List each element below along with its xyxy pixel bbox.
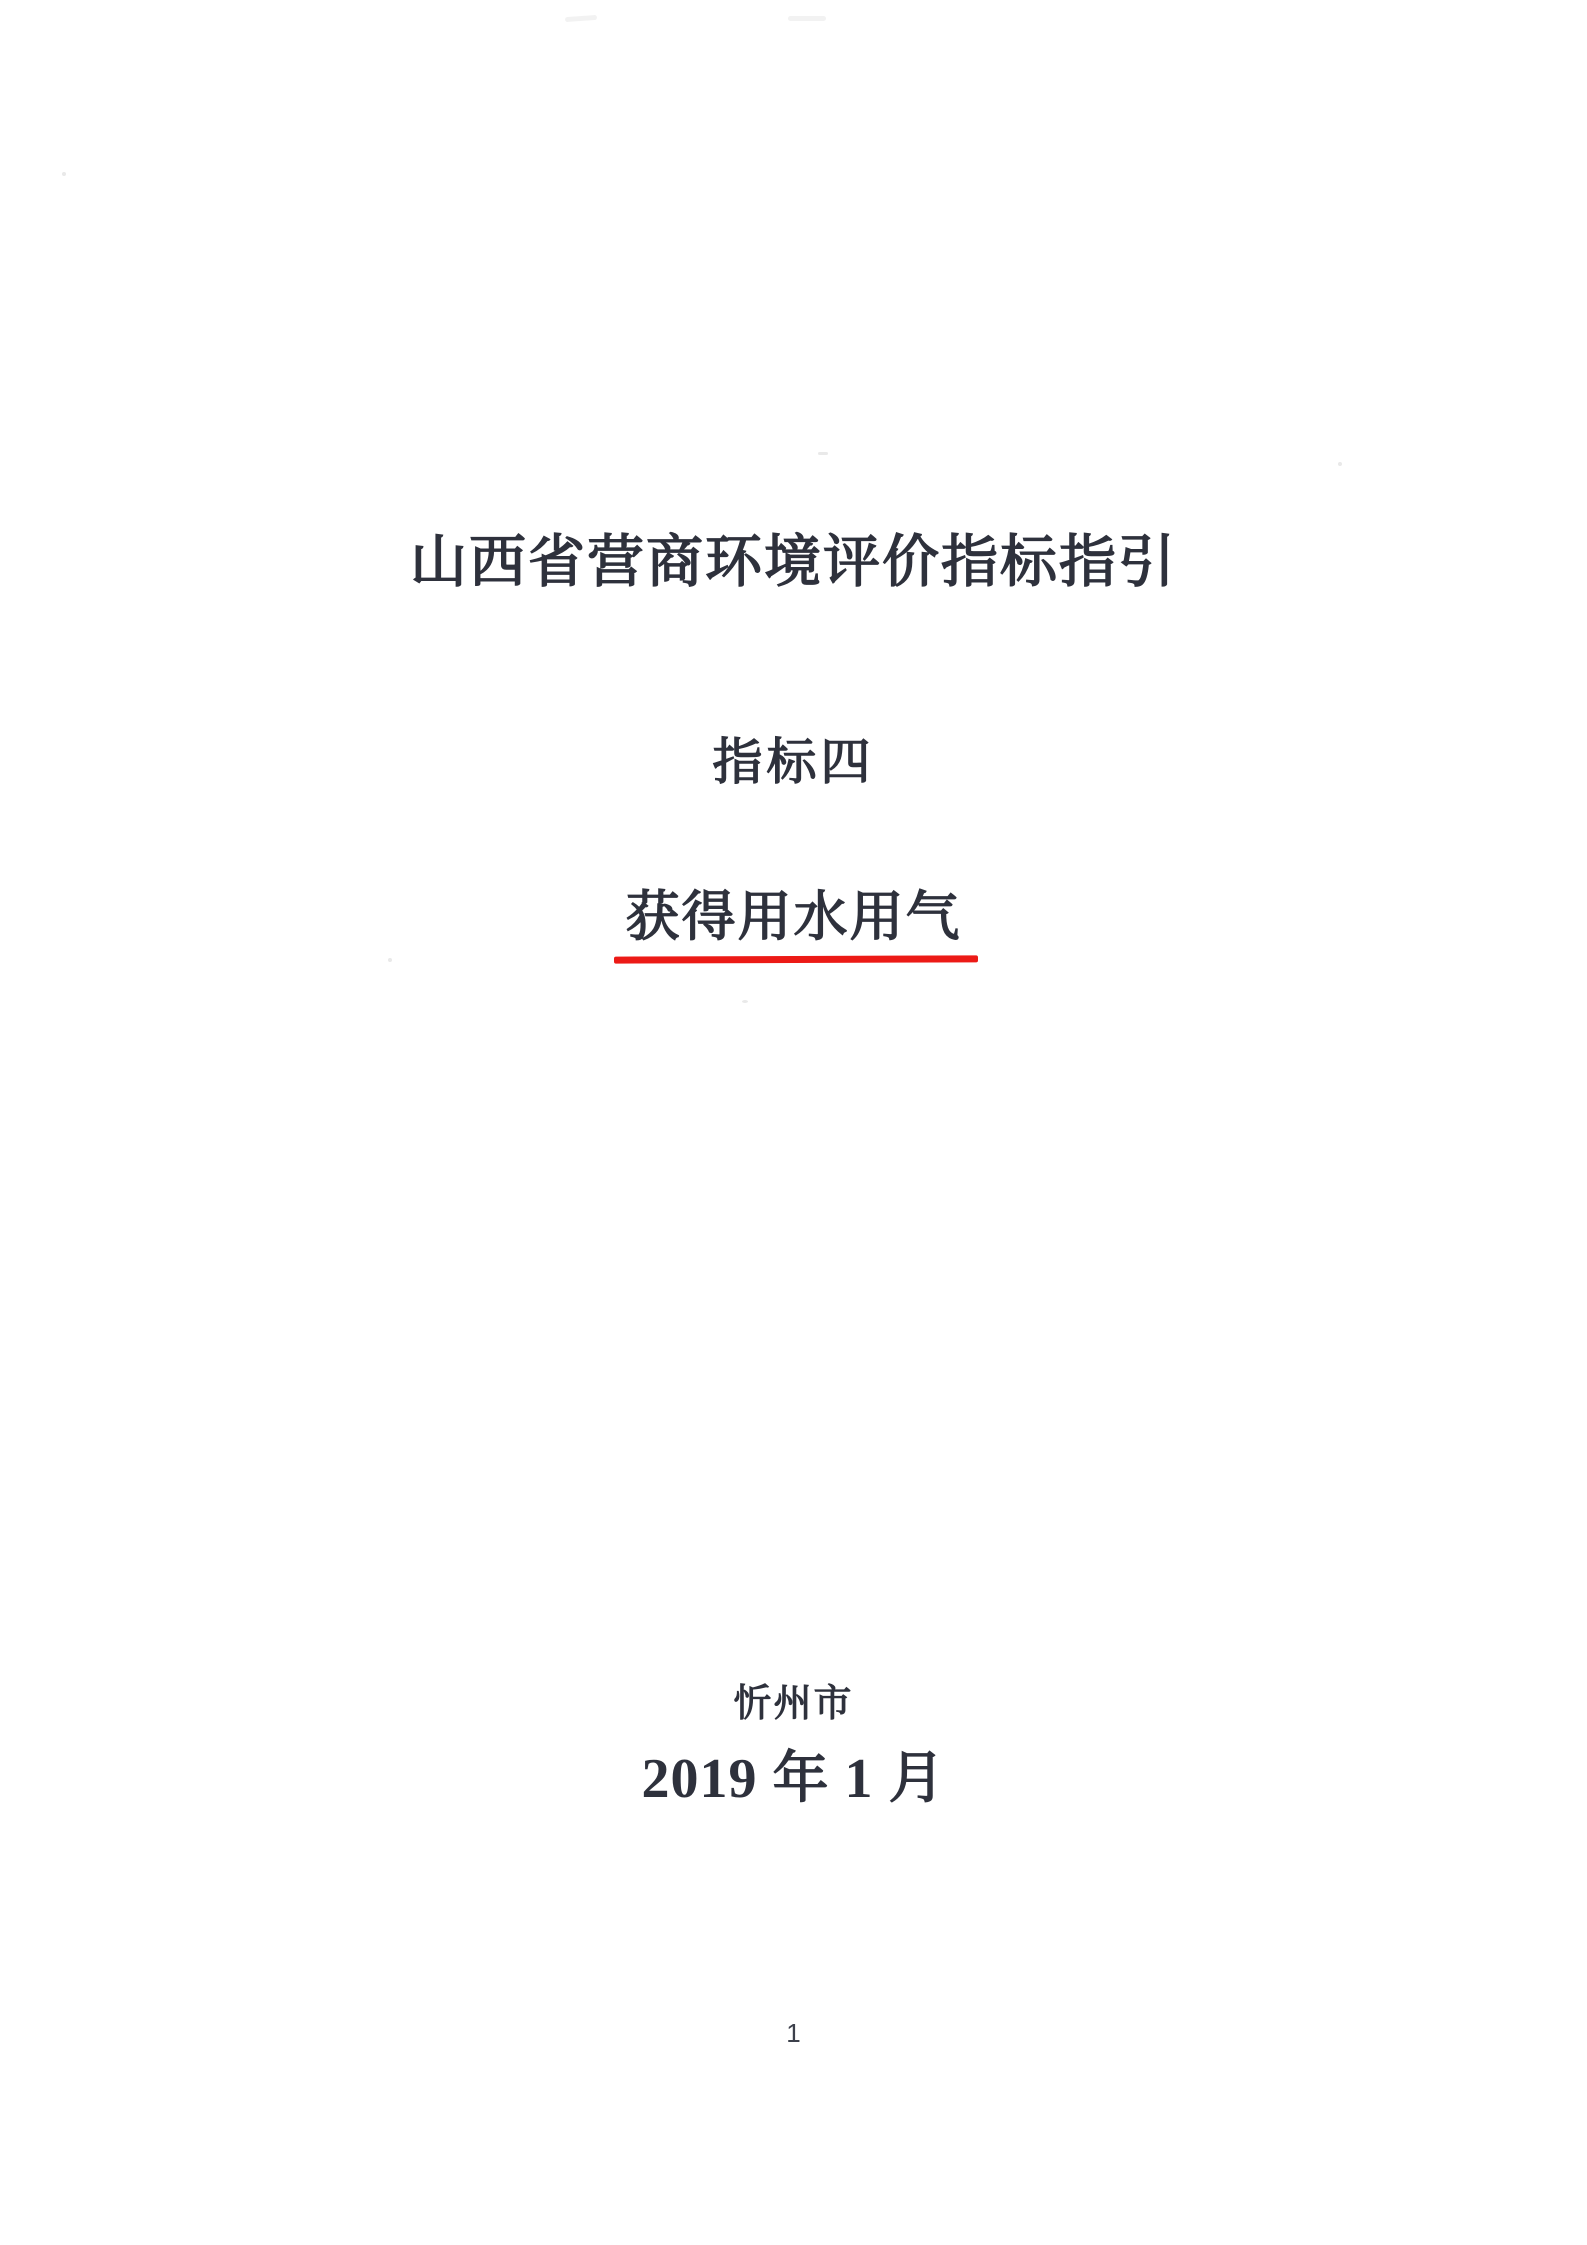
document-topic: 获得用水用气 (625, 887, 962, 947)
scan-artifact (788, 16, 826, 21)
scan-artifact (565, 15, 597, 22)
page-number: 1 (786, 2018, 801, 2048)
red-underline (614, 955, 978, 963)
publisher-city: 忻州市 (733, 1683, 854, 1725)
document-title: 山西省营商环境评价指标指引 (410, 531, 1177, 594)
scan-artifact (62, 172, 66, 176)
scan-artifact (818, 452, 828, 455)
topic-line (0, 874, 1587, 951)
scan-artifact (388, 958, 392, 962)
scan-artifact (742, 1000, 748, 1003)
scan-artifact (1338, 462, 1342, 466)
document-subtitle-indicator: 指标四 (712, 734, 875, 790)
publication-date: 2019 年 1 月 (641, 1748, 946, 1810)
